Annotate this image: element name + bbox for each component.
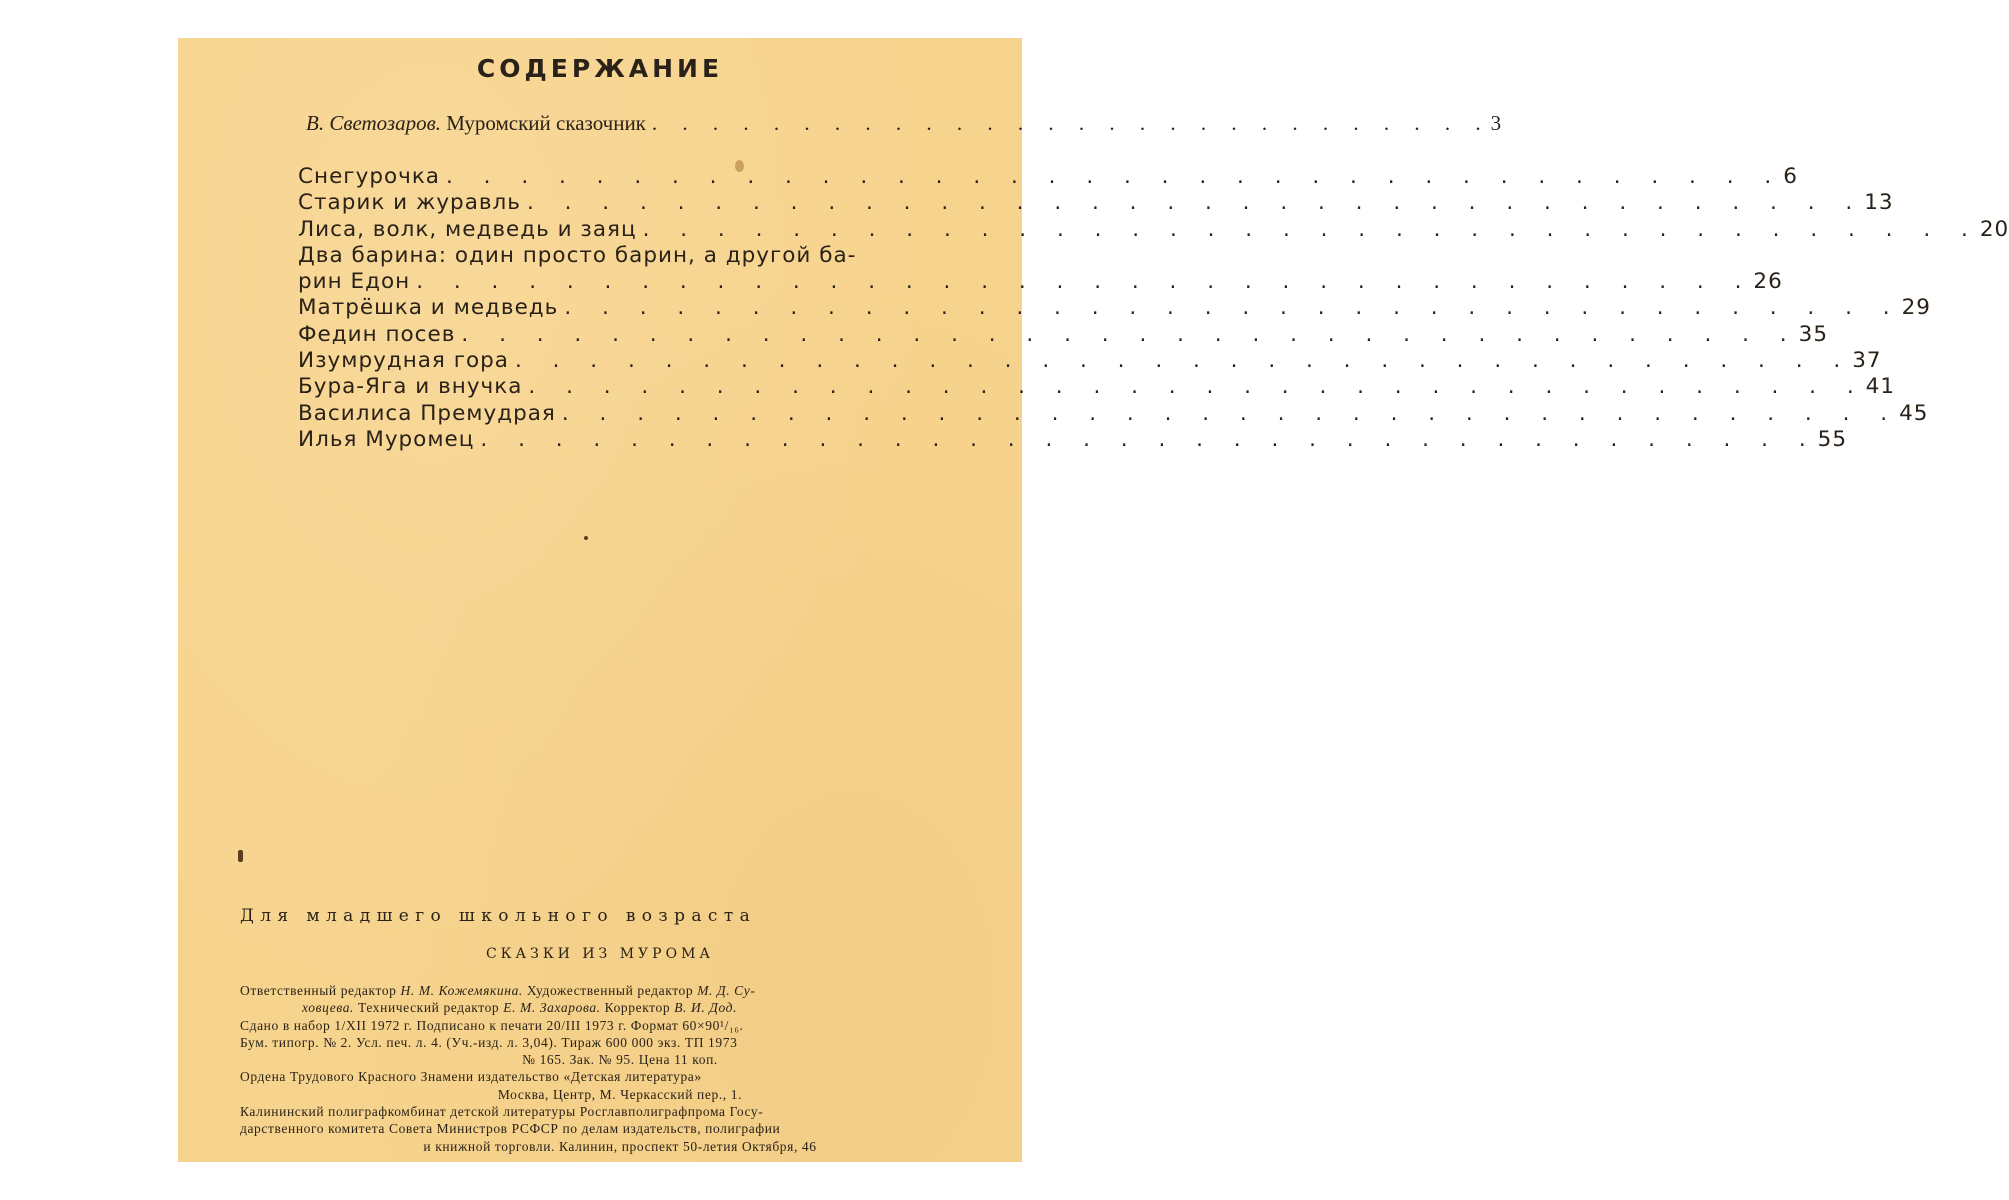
dot-leader: . . . . . . . . . . . . . . . . . . . . . . . . . . . . . . . . . . . . [514,348,1853,374]
dot-leader: . . . . . . . . . . . . . . . . . . . . . . . . . . . . . . . . . . . . [526,190,1865,216]
imprint-line [240,982,1000,999]
imprint-line: № 165. Зак. № 95. Цена 11 коп. [522,1052,718,1068]
toc-entry-page: 37 [1852,348,1882,374]
toc-entry-page: 6 [1783,164,1798,189]
art-editor-name: М. Д. Су- [697,983,756,998]
dot-leader: . . . . . . . . . . . . . . . . . . . . . . . . . . . . . . . . . . . . [528,374,1866,400]
toc-entry-title: Илья Муромец [298,426,475,452]
imprint-text: Художественный редактор [522,983,698,998]
imprint-text: Ответственный редактор [240,983,401,998]
imprint-line [240,999,1000,1016]
toc-entry [298,216,2009,243]
imprint-block [240,982,1000,1155]
dot-leader: . . . . . . . . . . . . . . . . . . . . . . . . . . . . . . . . . . . . [480,426,1818,452]
audience-note: Для младшего школьного возраста [240,906,757,926]
toc-list [298,164,2009,453]
toc-intro-entry [306,110,1502,136]
imprint-line: Сдано в набор 1/XII 1972 г. Подписано к печати 20/III 1973 г. Формат 60×90¹/₁₆. [240,1017,744,1033]
stain-mark [584,536,588,540]
contents-heading: СОДЕРЖАНИЕ [476,54,724,83]
toc-entry-page: 55 [1817,426,1848,452]
toc-entry [298,295,1931,321]
dot-leader: . . . . . . . . . . . . . . . . . . . . . . . . . . . . . . . . . . . . [564,295,1902,321]
toc-entry [298,321,1828,348]
dot-leader: . . . . . . . . . . . . . . . . . . . . . . . . . . . . . . . . . . . . [561,400,1900,426]
intro-author: В. Светозаров. [306,111,441,135]
toc-entry [298,400,1929,427]
imprint-line: Москва, Центр, М. Черкасский пер., 1. [497,1086,743,1102]
toc-entry-title: Василиса Премудрая [298,400,556,426]
toc-entry-title: Снегурочка [298,164,440,189]
imprint-line: Бум. типогр. № 2. Усл. печ. л. 4. (Уч.-изд. л. 3,04). Тираж 600 000 экз. ТП 1973 [240,1034,738,1050]
toc-entry [298,348,1882,374]
toc-entry [298,426,1848,453]
imprint-line: Калининский полиграфкомбинат детской литературы Росглавполиграфпрома Госу- [240,1104,764,1120]
tech-editor-name: Е. М. Захарова. [503,1000,601,1016]
dot-leader: . . . . . . . . . . . . . . . . . . . . . . . . . . . . [651,111,1491,135]
dot-leader: . . . . . . . . . . . . . . . . . . . . . . . . . . . . . . . . . . . . [416,269,1754,295]
book-page [178,38,2009,1162]
dot-leader: . . . . . . . . . . . . . . . . . . . . . . . . . . . . . . . . . . . . [461,321,1799,347]
toc-entry [298,190,1894,216]
toc-entry-title: Старик и журавль [298,190,521,216]
imprint-line: Ордена Трудового Красного Знамени издательство «Детская литература» [240,1069,702,1085]
dot-leader: . . . . . . . . . . . . . . . . . . . . . . . . . . . . . . . . . . . . [445,164,1784,189]
toc-entry [298,374,1896,400]
toc-entry-title: Матрёшка и медведь [298,295,559,321]
art-editor-name-cont: ховцева. [302,1000,355,1016]
toc-entry-title: Бура-Яга и внучка [298,374,523,400]
book-title: СКАЗКИ ИЗ МУРОМА [485,946,715,962]
toc-entry [298,164,1798,190]
toc-entry-page: 45 [1899,400,1929,426]
intro-title: Муромский сказочник [440,111,646,135]
dot-leader: . . . . . . . . . . . . . . . . . . . . . . . . . . . . . . . . . . . . [642,216,1980,242]
toc-entry-title: рин Едон [298,269,411,295]
toc-entry-page: 13 [1864,190,1894,216]
toc-entry-title: Федин посев [298,321,456,347]
imprint-line: дарственного комитета Совета Министров РСФСР по делам издательств, полиграфии [240,1121,781,1137]
toc-entry-page: 35 [1798,321,1828,347]
toc-entry-page: 20 [1979,216,2009,242]
imprint-text: Корректор [600,1000,675,1016]
imprint-line: и книжной торговли. Калинин, проспект 50-летия Октября, 46 [423,1138,817,1154]
toc-entry-page: 26 [1753,269,1783,295]
toc-entry-page: 29 [1901,295,1931,321]
toc-entry [298,243,928,269]
toc-entry-title: Два барина: один просто барин, а другой ба- [298,242,857,268]
imprint-text: Технический редактор [354,1000,504,1016]
intro-page-number: 3 [1490,111,1502,135]
toc-entry [298,269,1783,295]
stain-mark [238,850,243,862]
toc-entry-title: Лиса, волк, медведь и заяц [298,216,637,242]
toc-entry-page: 41 [1865,374,1896,400]
proofreader-name: В. И. Дод. [674,1000,738,1016]
editor-name: Н. М. Кожемякина. [400,983,523,998]
toc-entry-title: Изумрудная гора [298,348,509,374]
